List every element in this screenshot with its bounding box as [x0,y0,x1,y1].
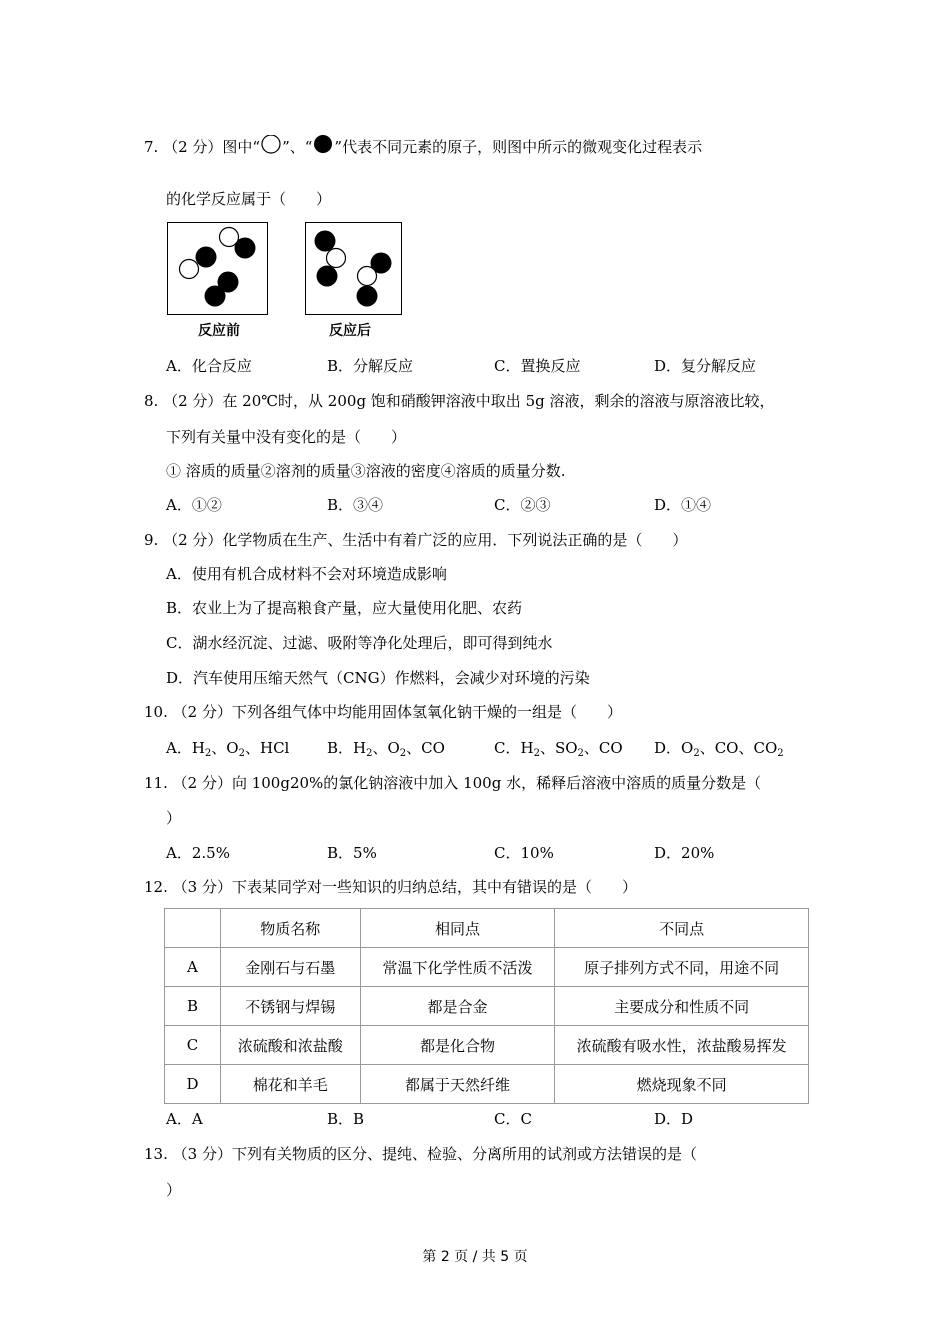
q9-score: （2 分） [163,531,223,549]
table-cell: 都是化合物 [360,1026,555,1065]
solid-atom-icon [317,266,338,287]
q12-line1 [144,878,637,896]
solid-atom-icon [357,286,378,307]
solid-atom-icon [312,135,334,155]
q7-line1 [144,135,702,156]
page-footer: 第 2 页 / 共 5 页 [422,1249,528,1265]
q10-text: 下列各组气体中均能用固体氢氧化钠干燥的一组是（ ） [231,703,622,721]
q9-line1 [144,531,687,549]
q10-option-b: B．$H_2$、$O_2$、CO [327,739,445,759]
table-cell: 主要成分和性质不同 [555,987,809,1026]
q7-text-a: 图中“ [222,138,261,156]
q8-score: （2 分） [163,392,223,410]
q8-line1 [144,392,775,410]
hollow-atom-icon [180,260,199,279]
q11-number: 11. [144,774,168,792]
q10-score: （2 分） [172,703,232,721]
q9-number: 9. [144,531,159,549]
q12-option-b: B．B [327,1110,365,1128]
q8-option-c: C．②③ [494,496,551,514]
table-cell: C [165,1026,221,1065]
q8-line3: ① 溶质的质量②溶剂的质量③溶液的密度④溶质的质量分数. [166,462,566,480]
q11-option-a: A．2.5% [166,844,230,862]
q12-text: 下表某同学对一些知识的归纳总结，其中有错误的是（ ） [231,878,637,896]
q13-line2: ） [166,1181,182,1199]
q9-text: 化学物质在生产、生活中有着广泛的应用．下列说法正确的是（ ） [222,531,688,549]
caption-after: 反应后 [329,323,371,339]
table-header-cell: 物质名称 [220,909,360,948]
caption-before: 反应前 [198,323,240,339]
table-row [165,987,809,1026]
q7-option-d: D．复分解反应 [654,357,757,375]
q12-option-c: C．C [494,1110,532,1128]
q7-score: （2 分） [163,138,223,156]
table-header-cell: 不同点 [555,909,809,948]
q7-option-a: A．化合反应 [166,357,252,375]
hollow-atom-icon [260,135,282,155]
table-cell: 浓硫酸有吸水性，浓盐酸易挥发 [555,1026,809,1065]
table-cell: 不锈钢与焊锡 [220,987,360,1026]
q8-option-d: D．①④ [654,496,712,514]
q10-number: 10. [144,703,168,721]
table-cell: 常温下化学性质不活泼 [360,948,555,987]
after-reaction-molecules [306,223,400,313]
q9-option-d: D．汽车使用压缩天然气（CNG）作燃料，会减少对环境的污染 [166,669,590,687]
q7-text-b: ”、“ [282,138,313,156]
q8-text: 在 20℃时，从 200g 饱和硝酸钾溶液中取出 5g 溶液，剩余的溶液与原溶液比较， [222,392,775,410]
q8-line2: 下列有关量中没有变化的是（ ） [166,428,407,446]
q13-text: 下列有关物质的区分、提纯、检验、分离所用的试剂或方法错误的是（ [231,1145,697,1163]
q11-option-c: C．10% [494,844,554,862]
q8-option-a: A．①② [166,496,222,514]
q8-number: 8. [144,392,159,410]
table-cell: 都是合金 [360,987,555,1026]
q9-option-b: B．农业上为了提高粮食产量，应大量使用化肥、农药 [166,599,523,617]
q12-number: 12. [144,878,168,896]
table-cell: 原子排列方式不同，用途不同 [555,948,809,987]
q11-option-d: D．20% [654,844,715,862]
q12-score: （3 分） [172,878,232,896]
q7-number: 7. [144,138,159,156]
table-cell: 棉花和羊毛 [220,1065,360,1104]
q12-option-d: D．D [654,1110,694,1128]
hollow-atom-icon [327,249,346,268]
q13-line1 [144,1145,697,1163]
q10-option-d: D．$O_2$、CO、$CO_2$ [654,739,784,759]
table-cell: 燃烧现象不同 [555,1065,809,1104]
table-cell: D [165,1065,221,1104]
solid-atom-icon [235,238,256,259]
after-reaction-box [305,222,402,315]
q8-option-b: B．③④ [327,496,384,514]
table-row [165,1026,809,1065]
before-reaction-box [167,222,268,315]
q11-score: （2 分） [172,774,232,792]
table-cell: 浓硫酸和浓盐酸 [220,1026,360,1065]
q10-option-c: C．$H_2$、$SO_2$、CO [494,739,623,759]
q11-line1 [144,774,761,792]
q11-text: 向 100g20%的氯化钠溶液中加入 100g 水，稀释后溶液中溶质的质量分数是（ [231,774,762,792]
q9-option-a: A．使用有机合成材料不会对环境造成影响 [166,565,447,583]
q11-line2: ） [166,809,182,827]
solid-atom-icon [196,247,217,268]
table-cell: 都属于天然纤维 [360,1065,555,1104]
hollow-atom-icon [358,267,377,286]
table-header-cell: 相同点 [360,909,555,948]
knowledge-table [164,908,809,1104]
table-row [165,948,809,987]
table-cell: B [165,987,221,1026]
solid-atom-icon [315,231,336,252]
table-header-cell [165,909,221,948]
q10-option-a: A．$H_2$、$O_2$、HCl [166,739,290,759]
table-header-row [165,909,809,948]
before-reaction-molecules [168,223,266,313]
q11-option-b: B．5% [327,844,377,862]
q9-option-c: C．湖水经沉淀、过滤、吸附等净化处理后，即可得到纯水 [166,634,553,652]
q12-option-a: A．A [166,1110,203,1128]
q7-option-c: C．置换反应 [494,357,581,375]
table-cell: A [165,948,221,987]
table-row [165,1065,809,1104]
q13-score: （3 分） [172,1145,232,1163]
q10-line1 [144,703,622,721]
solid-atom-icon [205,286,226,307]
q13-number: 13. [144,1145,168,1163]
q7-text-c: ”代表不同元素的原子，则图中所示的微观变化过程表示 [334,138,703,156]
q7-option-b: B．分解反应 [327,357,414,375]
table-cell: 金刚石与石墨 [220,948,360,987]
q7-line2: 的化学反应属于（ ） [166,190,332,208]
